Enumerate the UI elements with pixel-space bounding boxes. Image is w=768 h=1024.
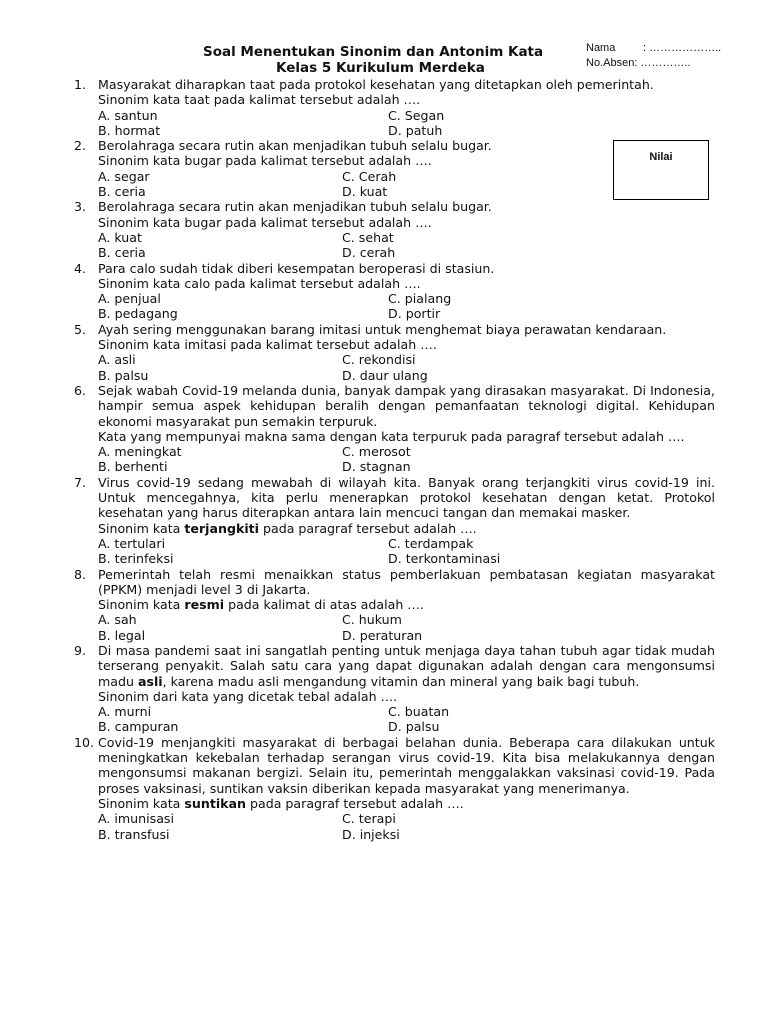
passage-text: , karena madu asli mengandung vitamin dan mineral yang baik bagi tubuh. [162,673,640,689]
option-c: C. terdampak [388,535,474,551]
prompt-text: pada kalimat di atas adalah …. [224,597,424,613]
option-d: D. palsu [388,719,440,735]
option-a: A. asli [98,352,136,368]
question-number: 5. [74,321,87,337]
highlighted-word: asli [137,673,163,689]
option-b: B. campuran [98,719,179,735]
question-6 [74,383,715,475]
option-c: C. terapi [342,811,396,827]
prompt-text: pada paragraf tersebut adalah …. [259,520,477,536]
option-c: C. hukum [342,612,402,628]
option-b: B. terinfeksi [98,551,174,567]
option-c: C. sehat [342,229,394,245]
option-a: A. segar [98,168,150,184]
question-number: 4. [74,260,87,276]
prompt-text: Sinonim kata [98,795,185,811]
prompt-text: Sinonim kata [98,520,185,536]
question-prompt [98,597,715,612]
option-d: D. injeksi [342,826,400,842]
option-d: D. portir [388,306,441,322]
option-d: D. stagnan [342,459,411,475]
option-a: A. penjual [98,291,161,307]
question-passage [98,643,715,689]
option-d: D. peraturan [342,627,423,643]
question-1 [74,77,715,138]
absen-field[interactable]: : ………….. [634,57,691,69]
question-5 [74,322,715,383]
option-c: C. buatan [388,704,450,720]
option-c: C. Cerah [342,168,397,184]
question-number: 1. [74,77,87,92]
worksheet-title: Soal Menentukan Sinonim dan Antonim Kata [203,44,544,60]
name-row [586,41,721,56]
option-a: A. murni [98,704,152,720]
question-passage: Berolahraga secara rutin akan menjadikan tubuh selalu bugar. [98,199,492,215]
question-list [74,77,715,842]
option-a: A. kuat [98,229,142,245]
prompt-text: pada paragraf tersebut adalah …. [246,795,464,811]
option-b: B. palsu [98,367,149,383]
question-passage: Ayah sering menggunakan barang imitasi untuk menghemat biaya perawatan kendaraan. [98,321,667,337]
question-8 [74,567,715,643]
highlighted-word: terjangkiti [184,520,259,536]
question-prompt: Sinonim dari kata yang dicetak tebal adalah …. [98,688,398,704]
option-b: B. ceria [98,184,146,200]
option-d: D. cerah [342,245,396,261]
option-b: B. ceria [98,245,146,261]
option-a: A. sah [98,612,137,628]
absen-label: No.Absen [586,57,635,69]
name-field[interactable]: : ……………….. [643,42,722,54]
option-d: D. terkontaminasi [388,551,501,567]
option-b: B. transfusi [98,826,170,842]
student-info [586,41,721,71]
question-prompt: Sinonim kata imitasi pada kalimat tersebut adalah …. [98,337,437,353]
option-a: A. meningkat [98,444,182,460]
question-2 [74,138,715,199]
option-a: A. imunisasi [98,811,174,827]
option-b: B. legal [98,627,146,643]
option-b: B. pedagang [98,306,178,322]
question-prompt: Sinonim kata bugar pada kalimat tersebut adalah …. [98,153,432,169]
option-d: D. daur ulang [342,367,428,383]
option-c: C. rekondisi [342,352,416,368]
question-3 [74,199,715,260]
question-prompt: Sinonim kata bugar pada kalimat tersebut adalah …. [98,214,432,230]
option-c: C. pialang [388,291,452,307]
question-number: 9. [74,642,87,658]
option-d: D. kuat [342,184,388,200]
question-passage: Pemerintah telah resmi menaikkan status pemberlakuan pembatasan kegiatan masyarakat (PPKM) menjadi level 3 di Jakarta. [98,566,715,597]
option-c: C. merosot [342,444,411,460]
score-label: Nilai [649,151,673,163]
worksheet-subtitle: Kelas 5 Kurikulum Merdeka [276,60,485,76]
option-c: C. Segan [388,107,445,123]
question-prompt [98,796,715,811]
option-a: A. santun [98,107,158,123]
question-passage: Para calo sudah tidak diberi kesempatan beroperasi di stasiun. [98,260,495,276]
question-7 [74,475,715,567]
question-prompt [98,521,715,536]
highlighted-word: resmi [184,597,225,613]
question-prompt: Kata yang mempunyai makna sama dengan kata terpuruk pada paragraf tersebut adalah …. [98,428,685,444]
question-prompt: Sinonim kata taat pada kalimat tersebut adalah …. [98,92,421,108]
question-prompt: Sinonim kata calo pada kalimat tersebut adalah …. [98,275,421,291]
question-passage: Berolahraga secara rutin akan menjadikan tubuh selalu bugar. [98,138,492,154]
question-number: 6. [74,382,87,398]
name-label: Nama [586,42,616,54]
question-number: 7. [74,474,87,490]
question-number: 8. [74,566,87,582]
question-10 [74,735,715,842]
question-passage: Virus covid-19 sedang mewabah di wilayah kita. Banyak orang terjangkiti virus covid-19 ini. Untuk mencegahnya, kita perlu menerapkan protokol kesehatan dengan ketat. Protokol kesehatan yang harus diterapkan antara lain mencuci tangan dan memakai masker. [98,474,715,521]
prompt-text: Sinonim kata [98,597,185,613]
question-number: 2. [74,138,87,154]
question-passage: Masyarakat diharapkan taat pada protokol kesehatan yang ditetapkan oleh pemerintah. [98,77,654,92]
question-number: 10. [74,734,95,750]
option-b: B. hormat [98,122,161,138]
question-passage: Covid-19 menjangkiti masyarakat di berbagai belahan dunia. Beberapa cara dilakukan untuk meningkatkan kekebalan terhadap serangan virus covid-19. Kita bisa melakukannya dengan mengonsumsi makanan bergizi. Selain itu, pemerintah menggalakkan vaksinasi covid-19. Pada proses vaksinasi, suntikan vaksin diberikan kepada masyarakat yang menerimanya. [98,734,715,796]
question-9 [74,643,715,735]
option-d: D. patuh [388,122,443,138]
question-4 [74,261,715,322]
option-a: A. tertulari [98,535,166,551]
absen-row [586,56,721,71]
question-passage: Sejak wabah Covid-19 melanda dunia, banyak dampak yang dirasakan masyarakat. Di Indonesia, hampir semua aspek kehidupan beralih dengan pemanfaatan teknologi digital. Kehidupan ekonomi masyarakat pun semakin terpuruk. [98,382,715,429]
passage-text: Di masa pandemi saat ini sangatlah penting untuk menjaga daya tahan tubuh agar tidak mudah terserang penyakit. Salah satu cara yang dapat digunakan adalah dengan cara mengonsumsi madu [98,642,715,689]
question-number: 3. [74,199,87,215]
highlighted-word: suntikan [184,795,246,811]
option-b: B. berhenti [98,459,168,475]
